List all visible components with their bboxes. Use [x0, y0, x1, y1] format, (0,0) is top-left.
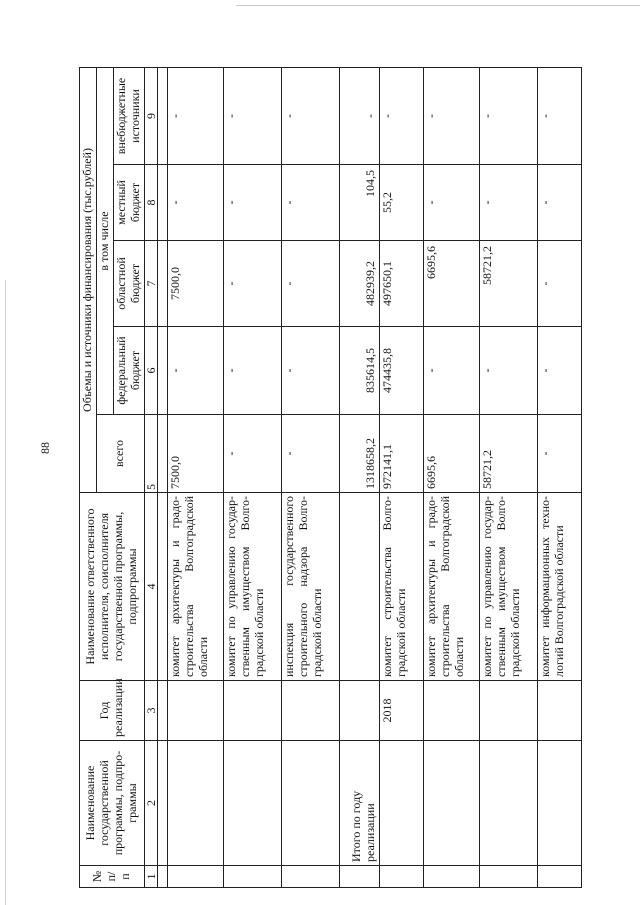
cell-total: 7500,0 — [168, 415, 224, 493]
cell-program — [480, 741, 538, 866]
scan-margin-line — [5, 280, 6, 905]
cell-executor — [340, 493, 380, 681]
cell-year — [168, 681, 224, 741]
cell-federal: 835614,5 — [340, 327, 380, 415]
table-row — [224, 67, 282, 887]
cell-extrabudget: - — [424, 67, 480, 164]
col-number: 5 — [144, 415, 158, 493]
cell-no — [480, 866, 538, 888]
col-number: 7 — [144, 241, 158, 327]
cell-extrabudget: - — [224, 67, 282, 164]
header-federal: федеральный бюджет — [113, 327, 144, 415]
cell-total: - — [224, 415, 282, 493]
cell-no — [224, 866, 282, 888]
cell-regional: 482939,2 — [340, 241, 380, 327]
header-regional: областной бюджет — [113, 241, 144, 327]
cell-regional: 7500,0 — [168, 241, 224, 327]
cell-no — [380, 866, 424, 888]
cell-federal: - — [282, 327, 340, 415]
cell-local: - — [424, 165, 480, 241]
cell-total: 1318658,2 — [340, 415, 380, 493]
cell-local: - — [480, 165, 538, 241]
cell-executor: комитет по управлению государ-ственным имуществом Волго-градской области — [224, 493, 282, 681]
header-year: Год реализации — [80, 681, 145, 741]
cell-program — [538, 741, 582, 866]
table-row — [538, 67, 582, 887]
cell-no — [282, 866, 340, 888]
header-local: местный бюджет — [113, 165, 144, 241]
cell-year — [340, 681, 380, 741]
cell-program — [224, 741, 282, 866]
cell-program — [282, 741, 340, 866]
table-row — [480, 67, 538, 887]
cell-no — [538, 866, 582, 888]
cell-local: 55,2 — [380, 165, 424, 241]
header-no: № п/п — [80, 866, 145, 888]
cell-regional: - — [538, 241, 582, 327]
col-number: 8 — [144, 165, 158, 241]
cell-year — [480, 681, 538, 741]
col-number: 6 — [144, 327, 158, 415]
cell-federal: - — [480, 327, 538, 415]
cell-federal: - — [538, 327, 582, 415]
cell-regional: 58721,2 — [480, 241, 538, 327]
cell-total: - — [282, 415, 340, 493]
cell-regional: 6695,6 — [424, 241, 480, 327]
cell-extrabudget: - — [538, 67, 582, 164]
cell-no — [424, 866, 480, 888]
page-number: 88 — [38, 442, 52, 454]
scan-edge-line — [236, 5, 640, 6]
cell-program: Итого по году реализации — [340, 741, 380, 866]
cell-local: 104,5 — [340, 165, 380, 241]
cell-program — [380, 741, 424, 866]
cell-total: - — [538, 415, 582, 493]
table-row-spacer — [158, 67, 168, 887]
header-extrabudget: внебюджетные источники — [113, 67, 144, 164]
cell-local: - — [282, 165, 340, 241]
cell-extrabudget: - — [480, 67, 538, 164]
cell-total: 58721,2 — [480, 415, 538, 493]
table-row — [282, 67, 340, 887]
cell-executor: комитет архитектуры и градо-строительства Волгоградской области — [168, 493, 224, 681]
table-row-subtotal — [340, 67, 380, 887]
cell-no — [168, 866, 224, 888]
cell-regional: 497650,1 — [380, 241, 424, 327]
cell-federal: - — [424, 327, 480, 415]
cell-program — [424, 741, 480, 866]
cell-regional: - — [282, 241, 340, 327]
cell-regional: - — [224, 241, 282, 327]
cell-program — [168, 741, 224, 866]
header-financing-group: Объемы и источники финансирования (тыс.рублей) — [80, 67, 97, 492]
cell-year — [282, 681, 340, 741]
table-row — [380, 67, 424, 887]
cell-executor: инспекция государственного строительного надзора Волго-градской области — [282, 493, 340, 681]
table-row — [168, 67, 224, 887]
cell-extrabudget: - — [380, 67, 424, 164]
header-program: Наименование государственной программы, подпро-граммы — [80, 741, 145, 866]
cell-extrabudget: - — [168, 67, 224, 164]
cell-local: - — [538, 165, 582, 241]
cell-total: 6695,6 — [424, 415, 480, 493]
rotated-table-container — [79, 68, 640, 888]
header-total: всего — [96, 415, 144, 493]
cell-total: 972141,1 — [380, 415, 424, 493]
financing-table — [79, 67, 582, 888]
cell-federal: - — [224, 327, 282, 415]
cell-local: - — [168, 165, 224, 241]
cell-year — [538, 681, 582, 741]
cell-year — [424, 681, 480, 741]
cell-executor: комитет информационных техно-логий Волгоградской области — [538, 493, 582, 681]
cell-year: 2018 — [380, 681, 424, 741]
cell-local: - — [224, 165, 282, 241]
col-number: 9 — [144, 67, 158, 164]
cell-executor: комитет по управлению государ-ственным имуществом Волго-градской области — [480, 493, 538, 681]
col-number: 2 — [144, 741, 158, 866]
cell-federal: - — [168, 327, 224, 415]
cell-executor: комитет строительства Волго-градской области — [380, 493, 424, 681]
col-number: 1 — [144, 866, 158, 888]
header-executor: Наименование ответственного исполнителя, соисполнителя государственной программы, подпрограммы — [80, 493, 145, 681]
col-number: 4 — [144, 493, 158, 681]
header-including: в том числе — [96, 67, 113, 414]
cell-extrabudget: - — [340, 67, 380, 164]
table-row — [424, 67, 480, 887]
cell-federal: 474435,8 — [380, 327, 424, 415]
cell-no — [340, 866, 380, 888]
cell-extrabudget: - — [282, 67, 340, 164]
cell-executor: комитет архитектуры и градо-строительства Волгоградской области — [424, 493, 480, 681]
col-number: 3 — [144, 681, 158, 741]
cell-year — [224, 681, 282, 741]
